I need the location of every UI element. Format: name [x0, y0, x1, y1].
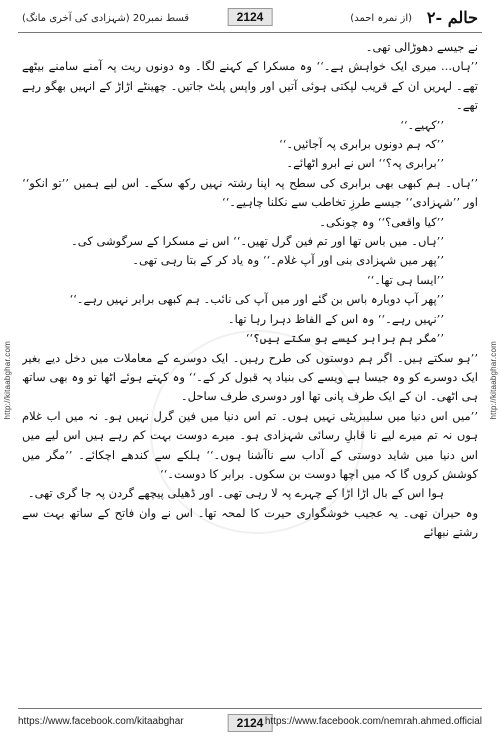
paragraph: ’’کیا واقعی؟‘‘ وہ چونکی۔ [319, 214, 444, 229]
paragraph: ’’پھر آپ دوبارہ باس بن گئے اور میں آپ کی نائب۔ ہم کبھی برابر نہیں رہے۔‘‘ [69, 292, 444, 307]
page-footer [18, 712, 482, 742]
paragraph: ’’برابری پہ؟‘‘ اس نے ابرو اٹھائے۔ [286, 156, 444, 171]
footer-divider [18, 708, 482, 709]
paragraph: ’’مگر ہم برابر کیسے ہو سکتے ہیں؟‘‘ [245, 331, 444, 346]
author-name: (از نمرہ احمد) [350, 13, 412, 24]
facebook-link-right[interactable]: https://www.facebook.com/nemrah.ahmed.official [264, 716, 482, 727]
side-watermark-right [486, 60, 500, 700]
paragraph: ’’ہو سکتے ہیں۔ اگر ہم دوستوں کی طرح رہیں۔ ایک دوسرے کے معاملات میں دخل دیے بغیر ایک دوسرے کو وہ جیسا ہے ویسے کی بنیاد پہ قبول کر کے۔‘‘ وہ کہتے ہوئے اٹھا تو وہ بھی ساتھ ہی اٹھی۔ ان کے ایک طرف پانی تھا اور دوسری طرف ساحل۔ [22, 350, 478, 404]
footer-page-number: 2124 [228, 714, 273, 732]
episode-title: قسط نمبر20 (شہزادی کی آخری مانگ) [22, 13, 190, 24]
paragraph: ’’پھر میں شہزادی بنی اور آپ غلام۔‘‘ وہ یاد کر کے بتا رہی تھی۔ [132, 253, 444, 268]
paragraph: ’’کہ ہم دونوں برابری پہ آجائیں۔‘‘ [279, 137, 444, 152]
paragraph: وہ حیران تھی۔ یہ عجیب خوشگواری حیرت کا لمحہ تھا۔ اس نے وان فاتح کے ساتھ بہت سے رشتے نبھائے [22, 505, 478, 540]
paragraph: ’’ہاں... میری ایک خواہش ہے۔‘‘ وہ مسکرا کے کہنے لگا۔ وہ دونوں ریت پہ آمنے سامنے بیٹھے تھے۔ لہریں ان کے قریب لپکتی ہوئی آتیں اور واپس پلٹ جاتیں۔ چھینٹے اڑاڑ کے انہیں بھگو رہے تھے۔ [22, 59, 478, 113]
paragraph: نے جیسے دھوڑالی تھی۔ [365, 40, 478, 54]
header-divider [18, 32, 482, 33]
facebook-link-left[interactable]: https://www.facebook.com/kitaabghar [18, 716, 184, 727]
paragraph: ’’ہاں۔ ہم کبھی بھی برابری کی سطح پہ اپنا رشتہ نہیں رکھ سکے۔ اس لیے ہمیں ’’تو انکو‘‘ اور ’’شہزادی‘‘ جیسے طرزِ تخاطب سے نکلنا چاہیے۔‘‘ [22, 175, 478, 210]
paragraph: ’’کہیے۔‘‘ [400, 117, 444, 132]
page-header [18, 6, 482, 32]
side-watermark-left [0, 60, 14, 700]
side-url-text-left: http://kitaabghar.com [2, 340, 12, 420]
page-body [22, 38, 478, 704]
side-url-text-right: http://kitaabghar.com [488, 340, 498, 420]
paragraph: ’’میں اس دنیا میں سلیبریٹی نہیں ہوں۔ تم اس دنیا میں فین گرل نہیں ہو۔ نہ میں اب غلام ہوں نہ تم میرے لیے نا قابلِ رسائی شہزادی ہو۔ میرے دوست بہت کم رہے ہیں اس لیے میں اس دنیا میں شاید دوستی کے آداب سے ناآشنا ہوں۔‘‘ ہلکے سے کندھے اچکائے۔ ’’مگر میں کوشش کروں گا کہ میں اچھا دوست بن سکوں۔ برابر کا دوست۔‘‘ [22, 408, 478, 481]
paragraph: ’’نہیں رہے۔‘‘ وہ اس کے الفاظ دہرا رہا تھا۔ [227, 311, 444, 326]
paragraph: ’’ہاں۔ میں باس تھا اور تم فین گرل تھیں۔‘‘ اس نے مسکرا کے سرگوشی کی۔ [71, 234, 444, 249]
book-title: حالم -۲ [426, 8, 478, 27]
paragraph: ہوا اس کے بال اڑا اڑا کے چہرے پہ لا رہی تھی۔ اور ڈھیلی پیچھے گردن پہ جا گری تھی۔ [27, 486, 444, 501]
header-page-number: 2124 [228, 8, 273, 26]
paragraph: ’’ایسا ہی تھا۔‘‘ [366, 272, 444, 287]
